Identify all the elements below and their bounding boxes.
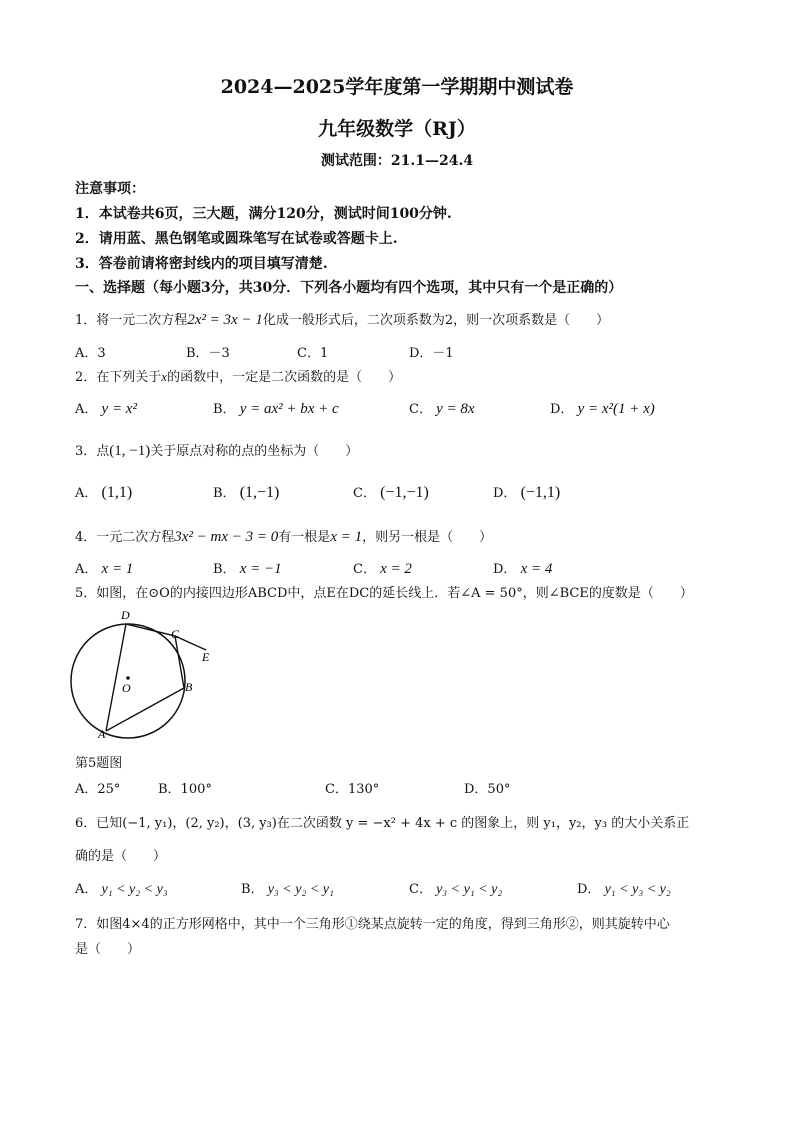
q4-option-a-label: A． xyxy=(75,562,98,577)
label-e: E xyxy=(202,650,210,664)
q5-option-c: C．130° xyxy=(325,782,380,797)
q3-option-b xyxy=(213,482,279,502)
q5-option-d: D．50° xyxy=(464,782,511,797)
question-3-stem xyxy=(75,440,358,460)
question-5-stem: 5．如图，在⊙O的内接四边形ABCD中，点E在DC的延长线上．若∠A = 50°，则∠BCE的度数是（ ） xyxy=(75,586,693,601)
question-1-stem xyxy=(75,309,609,329)
q6-option-d-label: D． xyxy=(577,882,601,897)
note-item: 2．请用蓝、黑色钢笔或圆珠笔写在试卷或答题卡上. xyxy=(75,231,398,247)
question-7-stem-line1: 7．如图4×4的正方形网格中，其中一个三角形①绕某点旋转一定的角度，得到三角形②，则其旋转中心 xyxy=(75,917,670,932)
q2-variable: x xyxy=(161,369,168,384)
q6-option-a-label: A． xyxy=(75,882,98,897)
q2-option-b-label: B． xyxy=(213,402,236,417)
label-b: B xyxy=(185,680,193,694)
q3-option-d-label: D． xyxy=(493,486,517,501)
q4-equation: 3x² − mx − 3 = 0 xyxy=(174,529,279,545)
question-4-stem xyxy=(75,526,492,546)
q2-option-d-label: D． xyxy=(550,402,574,417)
q4-option-b-label: B． xyxy=(213,562,236,577)
q3-option-d xyxy=(493,482,560,502)
q5-figure xyxy=(60,604,230,744)
q1-option-d: D．－1 xyxy=(409,346,454,361)
question-6-stem-line1: 6．已知(−1, y₁)，(2, y₂)，(3, y₃)在二次函数 y = −x² + 4x + c 的图象上，则 y₁，y₂，y₃ 的大小关系正 xyxy=(75,816,690,831)
extension-line-ce xyxy=(175,636,206,650)
q2-option-a-expr: y = x² xyxy=(101,401,137,417)
q4-option-d xyxy=(493,558,552,578)
q3-stem-start: 3．点 xyxy=(75,444,110,459)
q4-stem-end: ，则另一根是（ ） xyxy=(362,530,493,545)
q6-option-c-expr: y₃ < y₁ < y₂ xyxy=(436,882,503,897)
q3-option-c-label: C． xyxy=(353,486,376,501)
q3-option-a xyxy=(75,482,132,502)
q3-option-b-expr: (1,−1) xyxy=(239,484,280,501)
q4-option-c-label: C． xyxy=(353,562,376,577)
question-2-stem xyxy=(75,366,401,385)
label-o: O xyxy=(122,681,131,695)
q6-option-b-expr: y₃ < y₂ < y₁ xyxy=(267,882,334,897)
test-range: 测试范围：21.1—24.4 xyxy=(320,153,474,169)
q6-option-a-expr: y₁ < y₂ < y₃ xyxy=(101,882,168,897)
exam-title: 2024—2025学年度第一学期期中测试卷 xyxy=(220,76,574,98)
q2-stem-end: 的函数中，一定是二次函数的是（ ） xyxy=(167,370,402,385)
q6-option-c-label: C． xyxy=(409,882,432,897)
q2-option-b-expr: y = ax² + bx + c xyxy=(239,401,339,417)
q2-option-a xyxy=(75,398,137,418)
q4-option-b xyxy=(213,558,282,578)
q4-option-c-expr: x = 2 xyxy=(380,561,412,577)
q2-option-d xyxy=(550,398,655,418)
q3-option-c xyxy=(353,482,429,502)
q3-point: (1, −1) xyxy=(109,443,151,459)
center-point xyxy=(126,676,130,680)
q6-option-d xyxy=(577,878,671,898)
note-item: 3．答卷前请将密封线内的项目填写清楚. xyxy=(75,256,328,272)
q6-option-b-label: B． xyxy=(241,882,264,897)
label-c: C xyxy=(171,627,180,641)
q6-option-c xyxy=(409,878,502,898)
question-7-stem-line2: 是（ ） xyxy=(75,942,141,957)
q4-option-a-expr: x = 1 xyxy=(101,561,134,577)
q6-option-b xyxy=(241,878,334,898)
q1-stem-start: 1．将一元二次方程 xyxy=(75,313,188,328)
q4-option-c xyxy=(353,558,412,578)
question-6-stem-line2: 确的是（ ） xyxy=(75,849,167,864)
q3-option-d-expr: (−1,1) xyxy=(520,484,561,501)
section-heading: 一、选择题（每小题3分，共30分．下列各小题均有四个选项，其中只有一个是正确的） xyxy=(75,280,623,296)
q2-option-c-label: C． xyxy=(409,402,432,417)
label-d: D xyxy=(121,608,130,622)
q4-option-d-label: D． xyxy=(493,562,517,577)
notes-heading: 注意事项： xyxy=(75,181,145,197)
q5-option-b: B．100° xyxy=(158,782,212,797)
q2-option-c xyxy=(409,398,475,418)
q3-option-a-label: A． xyxy=(75,486,98,501)
q2-option-b xyxy=(213,398,339,418)
q6-option-a xyxy=(75,878,168,898)
q2-option-a-label: A． xyxy=(75,402,98,417)
q4-option-b-expr: x = −1 xyxy=(239,561,282,577)
q1-option-a: A．3 xyxy=(75,346,106,361)
q5-figure-caption: 第5题图 xyxy=(75,756,123,771)
q2-option-c-expr: y = 8x xyxy=(436,401,475,417)
q4-root: x = 1 xyxy=(330,529,363,545)
exam-subtitle: 九年级数学（RJ） xyxy=(318,118,476,140)
q3-option-b-label: B． xyxy=(213,486,236,501)
label-a: A xyxy=(98,727,106,741)
q3-stem-end: 关于原点对称的点的坐标为（ ） xyxy=(150,444,359,459)
q3-option-c-expr: (−1,−1) xyxy=(380,484,429,501)
q4-option-a xyxy=(75,558,133,578)
q1-option-c: C．1 xyxy=(297,346,329,361)
q4-stem-start: 4．一元二次方程 xyxy=(75,530,175,545)
q1-option-b: B．－3 xyxy=(186,346,230,361)
q5-option-a: A．25° xyxy=(75,782,121,797)
q1-stem-end: 化成一般形式后，二次项系数为2，则一次项系数是（ ） xyxy=(262,313,610,328)
q2-stem-start: 2．在下列关于 xyxy=(75,370,162,385)
q2-option-d-expr: y = x²(1 + x) xyxy=(577,401,655,417)
q1-equation: 2x² = 3x − 1 xyxy=(187,312,263,328)
q6-option-d-expr: y₁ < y₃ < y₂ xyxy=(604,882,671,897)
q3-option-a-expr: (1,1) xyxy=(101,484,133,501)
q4-option-d-expr: x = 4 xyxy=(520,561,553,577)
note-item: 1．本试卷共6页，三大题，满分120分，测试时间100分钟. xyxy=(75,206,452,222)
q4-stem-mid: 有一根是 xyxy=(278,530,331,545)
